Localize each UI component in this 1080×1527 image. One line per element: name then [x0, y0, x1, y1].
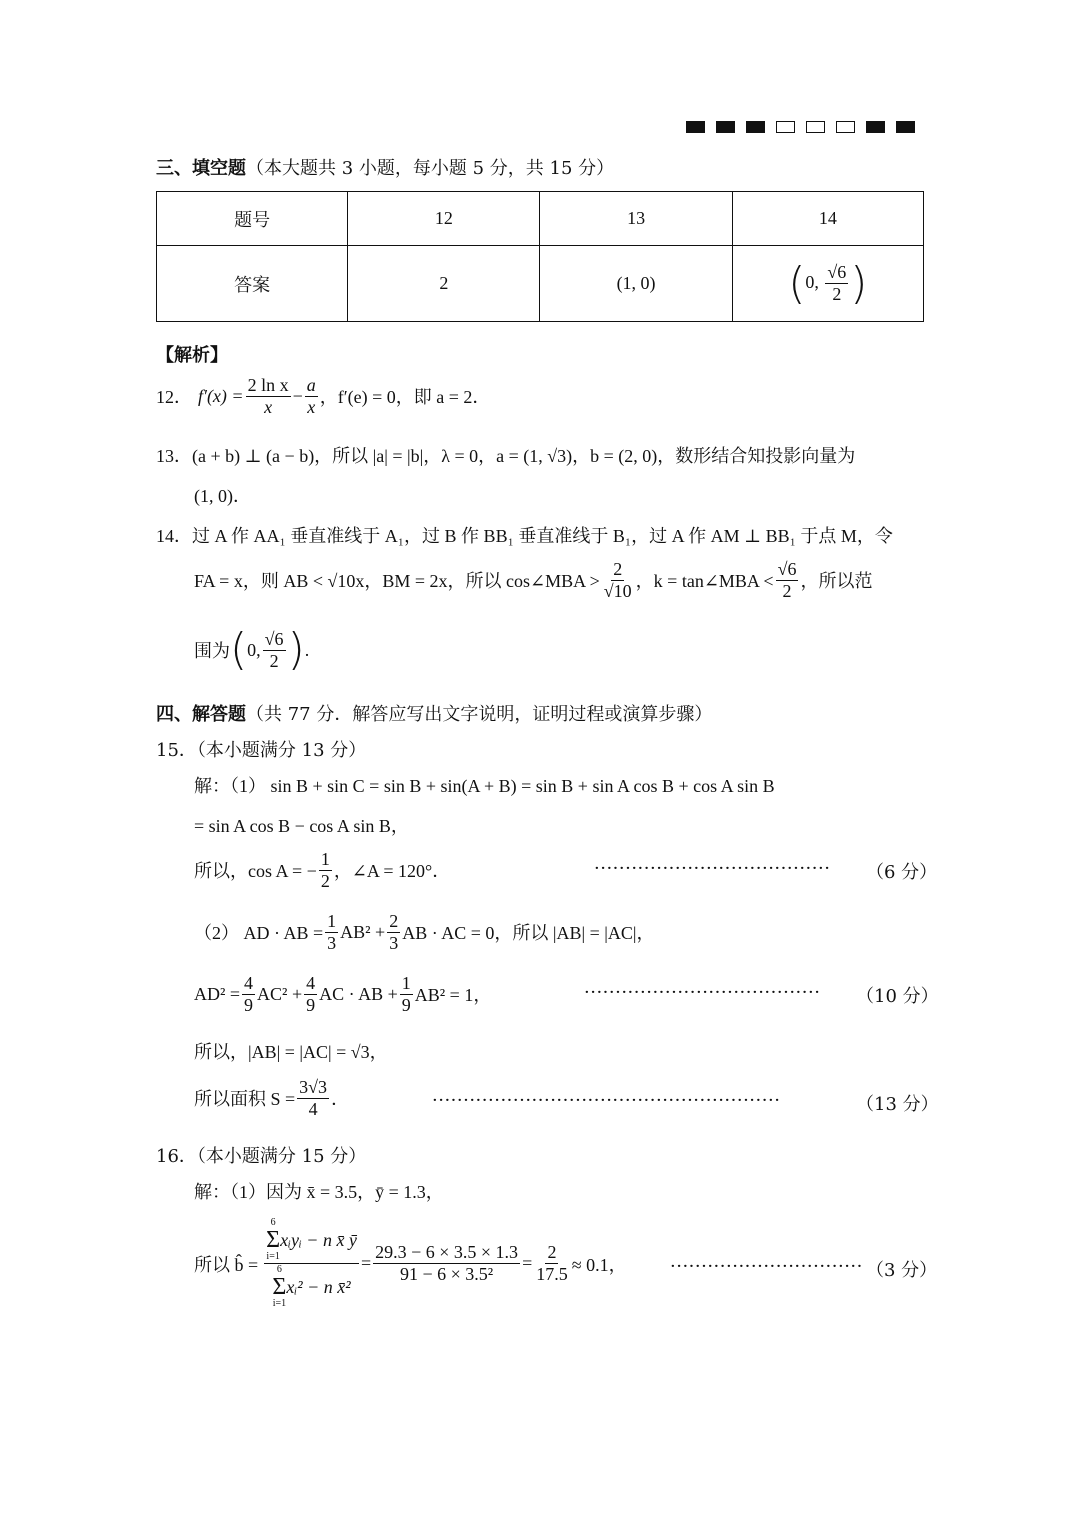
q15-fraction	[400, 974, 413, 1015]
analysis-title: 【解析】	[156, 345, 228, 366]
fraction-denominator: 9	[401, 994, 411, 1015]
q15-text-7a: 所以面积 S =	[194, 1089, 296, 1110]
answer-13: (1, 0)	[540, 246, 732, 322]
q14-fraction-1	[602, 560, 634, 601]
q16-heading: 16．（本小题满分 15 分）	[156, 1146, 367, 1167]
answer-14: (0, $\frac{√6}{2}$ )	[732, 246, 923, 322]
marker-empty	[836, 121, 855, 133]
section3-note: （本大题共 3 小题，每小题 5 分，共 15 分）	[246, 158, 615, 179]
q15-text-5b: AC² +	[257, 983, 303, 1004]
marker-empty	[776, 121, 795, 133]
section3-heading	[156, 154, 614, 180]
sum-symbol: 6 Σ i=1	[266, 1217, 281, 1262]
q15-text-4c: AB · AC = 0，所以 |AB| = |AC|，	[402, 923, 655, 944]
q15-line-1: 解：（1） sin B + sin C = sin B + sin(A + B) = sin B + sin A cos B + cos A sin B	[194, 776, 775, 796]
section4-heading	[156, 700, 712, 726]
answer-14-left: 0,	[805, 271, 819, 292]
fraction-numerator	[264, 1218, 359, 1264]
fraction-numerator: 2	[613, 559, 623, 579]
sum-lower: i=1	[266, 1251, 280, 1262]
q15-text-5d: AB² = 1，	[414, 985, 492, 1006]
answers-label: 答案	[157, 246, 348, 322]
q14-line-1	[156, 522, 893, 548]
fraction-denominator: 4	[308, 1098, 318, 1119]
q12-line	[156, 376, 490, 417]
q16-equals: =	[360, 1253, 372, 1273]
score-leader: ······································	[584, 982, 821, 1003]
score-10: （10 分）	[856, 986, 939, 1007]
fraction-denominator	[270, 1264, 352, 1309]
answer-table	[156, 191, 924, 322]
q15-text-3b: ，∠A = 120°．	[333, 861, 451, 882]
fraction-numerator: 4	[306, 973, 316, 993]
q15-fraction	[387, 912, 400, 953]
table-header-row	[157, 192, 924, 246]
fraction-denominator: 91 − 6 × 3.5²	[399, 1264, 494, 1284]
q15-fraction	[242, 974, 255, 1015]
q15-area-fraction	[297, 1078, 329, 1119]
fraction-numerator: √6	[827, 262, 847, 283]
score-leader: ·······························	[670, 1256, 863, 1277]
q14-line-3: 围为 ( 0, $\frac{√6}{2}$ ) .	[194, 624, 310, 675]
fraction-numerator: 2	[547, 1242, 557, 1263]
fraction-numerator: 2	[389, 911, 399, 931]
sum-numerator-expr: xᵢyᵢ − n x̄ ȳ	[280, 1229, 357, 1250]
q15-text-4b: AB² +	[340, 921, 386, 942]
q14-text-2b: ，k = tan∠MBA <	[635, 571, 774, 592]
q12-fraction-2	[305, 376, 318, 417]
fraction-numerator: a	[306, 375, 316, 395]
table-header-cell: 题号	[157, 192, 348, 246]
q16-sum-fraction	[264, 1218, 359, 1309]
section4-title: 四、解答题	[156, 704, 246, 725]
q14-line-2	[194, 560, 872, 601]
q14-text-2c: ，所以范	[800, 571, 873, 592]
fraction-denominator: 3	[389, 932, 399, 953]
q14-interval-left: 0,	[247, 639, 261, 660]
q12-fraction-1	[246, 376, 291, 417]
marker-filled	[866, 121, 885, 133]
q13-line-2: (1, 0)．	[194, 486, 251, 506]
fraction-denominator: x	[307, 396, 316, 417]
q16-fraction-2	[373, 1243, 520, 1284]
marker-filled	[716, 121, 735, 133]
score-leader: ························································	[432, 1090, 781, 1111]
q15-text-5c: AC · AB +	[319, 983, 398, 1004]
q15-fraction	[319, 850, 332, 891]
marker-filled	[746, 121, 765, 133]
q15-line-7	[194, 1078, 349, 1119]
q16-line-2	[194, 1218, 627, 1309]
sum-upper: 6	[270, 1217, 276, 1228]
table-answer-row	[157, 246, 924, 322]
marker-filled	[686, 121, 705, 133]
q13-line-1	[156, 442, 855, 468]
fraction-denominator: 9	[244, 994, 254, 1015]
q16-approx: ≈ 0.1，	[571, 1254, 627, 1275]
score-3: （3 分）	[866, 1260, 938, 1281]
fraction-denominator: 3	[327, 932, 337, 953]
score-6: （6 分）	[866, 862, 938, 883]
q15-line-3	[194, 850, 450, 891]
q15-fraction	[304, 974, 317, 1015]
q14-fraction-3	[263, 630, 286, 671]
fraction-denominator: √10	[603, 580, 632, 601]
q15-text-4a: （2） AD · AB =	[194, 923, 324, 944]
table-header-cell: 13	[540, 192, 732, 246]
q14-number: 14．	[156, 526, 192, 546]
sum-upper: 6	[276, 1264, 282, 1275]
fraction-numerator: √6	[777, 559, 797, 579]
marker-empty	[806, 121, 825, 133]
q14-fraction-2	[776, 560, 799, 601]
score-leader: ······································	[594, 858, 831, 879]
q12-minus: −	[292, 385, 303, 406]
q15-text-3a: 所以，cos A = −	[194, 861, 317, 882]
fraction-numerator: 4	[244, 973, 254, 993]
fraction-numerator: 2 ln x	[247, 375, 289, 395]
q16-line-1: 解：（1）因为 x̄ = 3.5，ȳ = 1.3，	[194, 1182, 444, 1202]
fraction-denominator: 9	[306, 994, 316, 1015]
q13-number: 13．	[156, 446, 192, 466]
q12-function: f′(x) =	[198, 385, 244, 406]
q16-equals: =	[522, 1253, 533, 1273]
q15-fraction	[325, 912, 338, 953]
fraction-numerator: 1	[401, 973, 411, 993]
q14-text-1: 过 A 作 AA₁ 垂直准线于 A₁，过 B 作 BB₁ 垂直准线于 B₁，过 A 作 AM ⊥ BB₁ 于点 M，令	[192, 526, 893, 546]
q15-line-4	[194, 912, 654, 953]
q15-heading: 15．（本小题满分 13 分）	[156, 740, 367, 761]
sum-denominator-expr: xᵢ² − n x̄²	[286, 1276, 351, 1297]
sum-lower: i=1	[272, 1298, 287, 1309]
fraction-denominator: 2	[269, 650, 279, 671]
sum-symbol: 6 Σ i=1	[272, 1264, 287, 1309]
answer-12: 2	[348, 246, 540, 322]
q15-text-5a: AD² =	[194, 983, 241, 1004]
table-header-cell: 12	[348, 192, 540, 246]
q16-text-2a: 所以 b̂ =	[194, 1254, 259, 1275]
fraction-numerator: 1	[327, 911, 337, 931]
fraction-denominator: 2	[832, 284, 842, 304]
fraction-numerator: √6	[264, 628, 284, 649]
fraction-denominator: 17.5	[536, 1264, 568, 1284]
q12-number: 12．	[156, 387, 192, 408]
q12-rest: ，f′(e) = 0，即 a = 2．	[319, 387, 491, 408]
fraction-denominator: 2	[782, 580, 792, 601]
fraction-denominator: x	[264, 396, 273, 417]
q13-text: (a + b) ⊥ (a − b)，所以 |a| = |b|，λ = 0，a = (1, √3)，b = (2, 0)，数形结合知投影向量为	[192, 446, 856, 466]
fraction-numerator: 29.3 − 6 × 3.5 × 1.3	[375, 1242, 519, 1263]
section4-note: （共 77 分．解答应写出文字说明，证明过程或演算步骤）	[246, 704, 713, 725]
fraction-numerator: 1	[320, 849, 330, 869]
section3-title: 三、填空题	[156, 158, 246, 179]
q15-text-7b: ．	[331, 1089, 350, 1110]
q15-line-2: = sin A cos B − cos A sin B，	[194, 816, 409, 836]
header-markers	[686, 121, 915, 133]
answer-14-fraction	[825, 263, 848, 304]
q15-line-5	[194, 974, 491, 1015]
score-13: （13 分）	[856, 1094, 939, 1115]
fraction-denominator: 2	[320, 870, 330, 891]
q14-text-3b: .	[304, 639, 310, 660]
q15-line-6: 所以，|AB| = |AC| = √3，	[194, 1042, 388, 1062]
marker-filled	[896, 121, 915, 133]
table-header-cell: 14	[732, 192, 923, 246]
q16-fraction-3	[534, 1243, 570, 1284]
fraction-numerator: 3√3	[299, 1077, 328, 1097]
q14-text-2a: FA = x，则 AB < √10x，BM = 2x，所以 cos∠MBA >	[194, 571, 600, 592]
q14-text-3a: 围为	[194, 641, 230, 661]
